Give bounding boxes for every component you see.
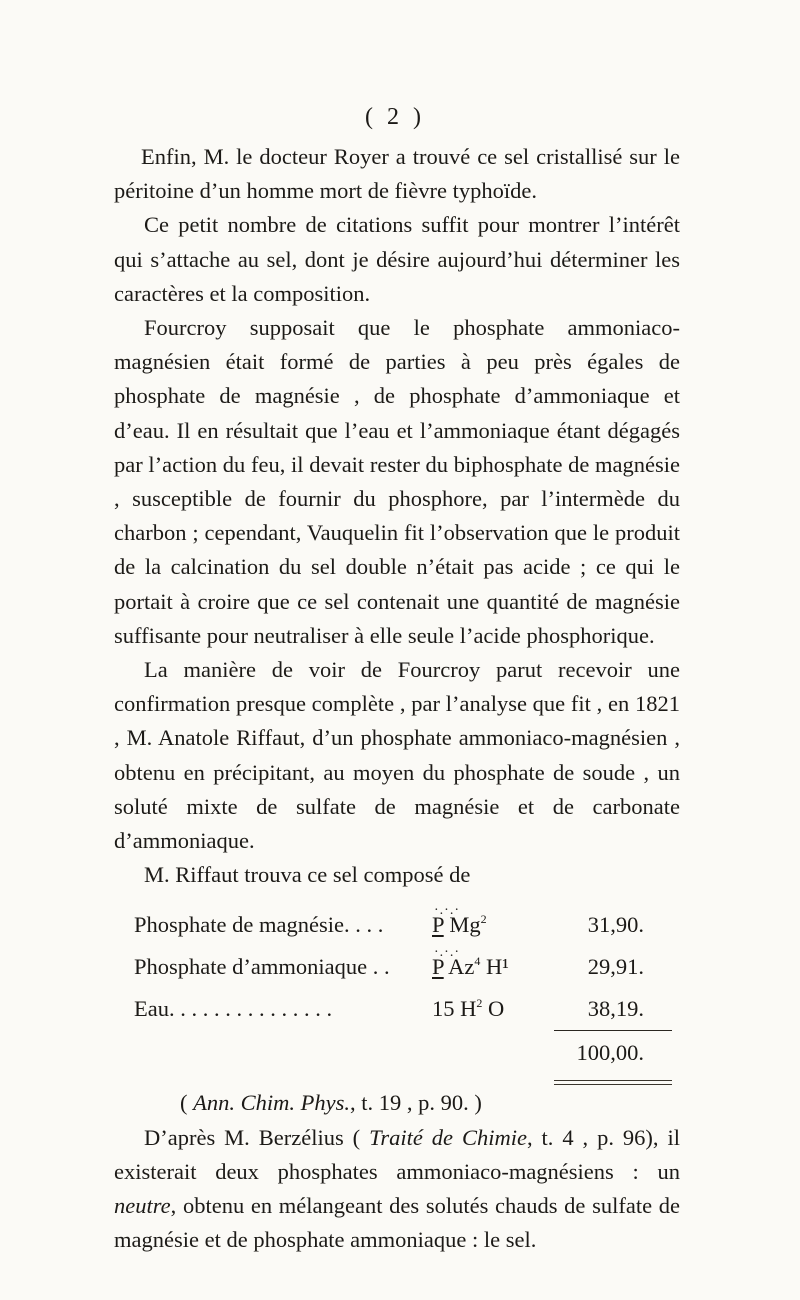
citation-rest: , t. 19 , p. 90. ) (350, 1090, 482, 1116)
paragraph-royer: Enfin, M. le docteur Royer a trouvé ce sel cristallisé sur le péritoine d’un homme mort de fièvre typhoïde. (114, 144, 680, 204)
formula-sup: 2 (480, 912, 487, 927)
row-value: 29,91. (587, 954, 644, 980)
page-number: ( 2 ) (365, 104, 425, 130)
formula-sup: 2 (476, 996, 483, 1011)
row-formula (432, 950, 509, 984)
berzelius-mid: , t. 4 , p. 96), il existerait deux phosphates ammoniaco-magnésiens : un (114, 1124, 680, 1184)
citation-reference (114, 1086, 680, 1120)
row-formula (432, 992, 504, 1026)
formula-rest: Mg (443, 912, 481, 938)
formula-sup: 4 (474, 954, 481, 969)
formula-rest: Az (443, 954, 475, 980)
berzelius-lead: D’après M. Berzélius ( (144, 1124, 370, 1150)
formula-dots: ·.·.· (434, 903, 460, 919)
formula-rest: H (454, 996, 477, 1022)
body-text (114, 140, 680, 1257)
citation-source: Ann. Chim. Phys. (193, 1090, 350, 1116)
double-rule (554, 1080, 672, 1085)
total-row (114, 1024, 680, 1072)
citation-open: ( (180, 1090, 194, 1116)
berzelius-title: Traité de Chimie (369, 1124, 527, 1150)
paragraph-composition-intro: M. Riffaut trouva ce sel composé de (144, 862, 471, 888)
paragraph-citations: Ce petit nombre de citations suffit pour montrer l’intérêt qui s’attache au sel, dont je désire aujourd’hui déterminer les caractères et la composition. (114, 212, 680, 306)
table-row (114, 982, 680, 1024)
table-row (114, 940, 680, 982)
total-value: 100,00. (576, 1040, 644, 1066)
paragraph-berzelius (114, 1121, 680, 1258)
formula-main: P (432, 912, 444, 938)
row-label: Phosphate de magnésie. . . . (134, 912, 384, 938)
composition-table (114, 898, 680, 1072)
berzelius-tail: , obtenu en mélangeant des solutés chauds de sulfate de magnésie et de phosphate ammoniaque : le sel. (114, 1193, 680, 1253)
table-row (114, 898, 680, 940)
row-label: Eau. . . . . . . . . . . . . . . (134, 996, 333, 1022)
formula-main: 15 (432, 996, 455, 1022)
formula-dots: ·.·.· (434, 945, 460, 961)
berzelius-neutre: neutre (114, 1193, 171, 1219)
row-value: 38,19. (587, 996, 644, 1022)
formula-tail: H¹ (480, 954, 509, 980)
row-value: 31,90. (587, 912, 644, 938)
paragraph-fourcroy: Fourcroy supposait que le phosphate ammoniaco-magnésien était formé de parties à peu près égales de phosphate de magnésie , de phosphate d’ammoniaque et d’eau. Il en résultait que l’eau et l’ammoniaque étant dégagés par l’action du feu, il devait rester du biphosphate de magnésie , susceptible de fournir du phosphore, par l’intermède du charbon ; cependant, Vauquelin fit l’observation que le produit de la calcination du sel double n’était pas acide ; ce qui le portait à croire que ce sel contenait une quantité de magnésie suffisante pour neutraliser à elle seule l’acide phosphorique. (114, 315, 680, 648)
paragraph-riffaut: La manière de voir de Fourcroy parut recevoir une confirmation presque complète , par l’analyse que fit , en 1821 , M. Anatole Riffaut, d’un phosphate ammoniaco-magnésien , obtenu en précipitant, au moyen du phosphate de soude , un soluté mixte de sulfate de magnésie et de carbonate d’ammoniaque. (114, 657, 680, 854)
row-label: Phosphate d’ammoniaque . . (134, 954, 390, 980)
formula-main: P (432, 954, 444, 980)
formula-tail: O (482, 996, 505, 1022)
